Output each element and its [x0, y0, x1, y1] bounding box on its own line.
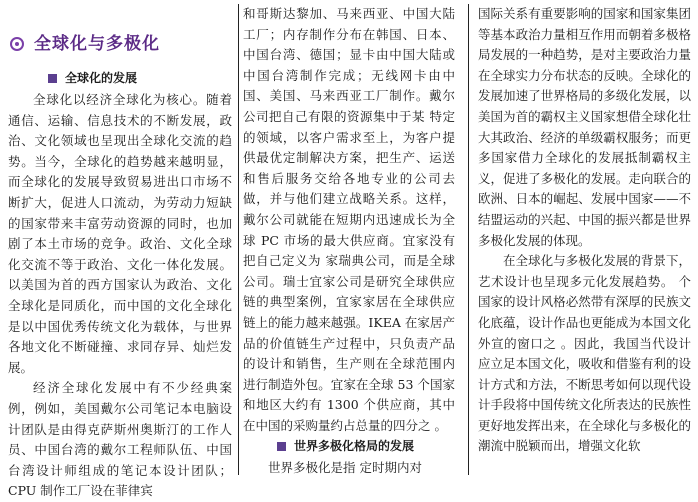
paragraph: 在全球化与多极化发展的背景下，艺术设计也呈现多元化发展趋势。 个国家的设计风格必然带有深厚的民族文化底蕴，设计作品也更能成为本国文化外宣的窗口之 。因此，我国当代设计应立足本国文化，吸收和借鉴有利的设计方式和方法，不断思考如何以现代设计手段将中国传统文化所表达的民族性更好地发挥出来，在全球化与多极化的潮流中脱颖而出，增强文化软: [478, 253, 691, 454]
paragraph: 和哥斯达黎加、马来西亚、中国大陆工厂；内存制作分布在韩国、日本、中国台湾、德国；显卡由中国大陆或中国台湾制作完成；无线网卡由中国、美国、马来西亚工厂制作。戴尔公司把自己有限的资源集中于某 特定的领域，以客户需求至上，为客户提供最优定制解决方案，把生产、运送和售后服务交给各地专业的公司去做，并与他们建立战略关系。这样，戴尔公司就能在短期内迅速成长为全球 PC 市场的最大供应商。宜家没有把自己定义为 家瑞典公司，而是全球公司。瑞士宜家公司是研究全球供应链的典型案例，宜家家居在全球供应链上的能力越来越强。IKEA 在家居产品的价值链生产过程中，只负责产品的设计和销售，生产则在全球范围内进行制造外包。宜家在全球 53 个国家和地区大约有 1300 个供应商，其中在中国的采购量约占总量的四分之 。: [243, 6, 455, 433]
column-divider: [238, 4, 239, 475]
section-heading-text: 世界多极化格局的发展: [294, 439, 415, 454]
paragraph: 全球化以经济全球化为核心。随着通信、运输、信息技术的不断发展，政治、文化领域也呈现出全球化交流的趋势。当今，全球化的趋势越来越明显，而全球化的发展导致贸易进出口市场不断扩大，促进人口流动，为劳动力短缺的国家带来丰富劳动资源的同时，也加剧了本土市场的竞争。政治、文化全球化交流不等于政治、文化一体化发展。以美国为首的西方国家认为政治、文化全球化是同质化，而中国的文化全球化是以中国优秀传统文化为载体，与世界各地文化不断碰撞、求同存异、灿烂发展。: [8, 92, 232, 375]
square-icon: [277, 442, 286, 451]
column-2: [243, 4, 455, 477]
article-title: [8, 24, 232, 64]
paragraph: 世界多极化是指 定时期内对: [268, 460, 422, 476]
article-title-text: 全球化与多极化: [34, 33, 160, 54]
paragraph: 经济全球化发展中有不少经典案例，例如，美国戴尔公司笔记本电脑设计团队是由得克萨斯州奥斯汀的工作人员、中国台湾的戴尔工程师队伍、中国台湾设计师组成的笔记本设计团队；CPU 制作工厂设在菲律宾: [8, 380, 232, 499]
column-3: [478, 4, 691, 477]
target-icon: [10, 37, 24, 51]
section-heading: [8, 68, 232, 88]
section-heading: [243, 436, 455, 456]
square-icon: [48, 74, 57, 83]
column-divider: [468, 4, 469, 475]
section-heading-text: 全球化的发展: [65, 70, 138, 85]
paragraph: 国际关系有重要影响的国家和国家集团等基本政治力量相互作用而朝着多极格局发展的一种趋势，是对主要政治力量在全球实力分布状态的反映。全球化的发展加速了世界格局的多级化发展，以美国为首的霸权主义国家想借全球化壮大其政治、经济的单级霸权服务；而更多国家借力全球化的发展抵制霸权主义，促进了多极化的发展。走向联合的欧洲、日本的崛起、发展中国家——不结盟运动的兴起、中国的振兴都是世界多极化发展的体现。: [478, 6, 691, 248]
column-1: [8, 6, 232, 499]
